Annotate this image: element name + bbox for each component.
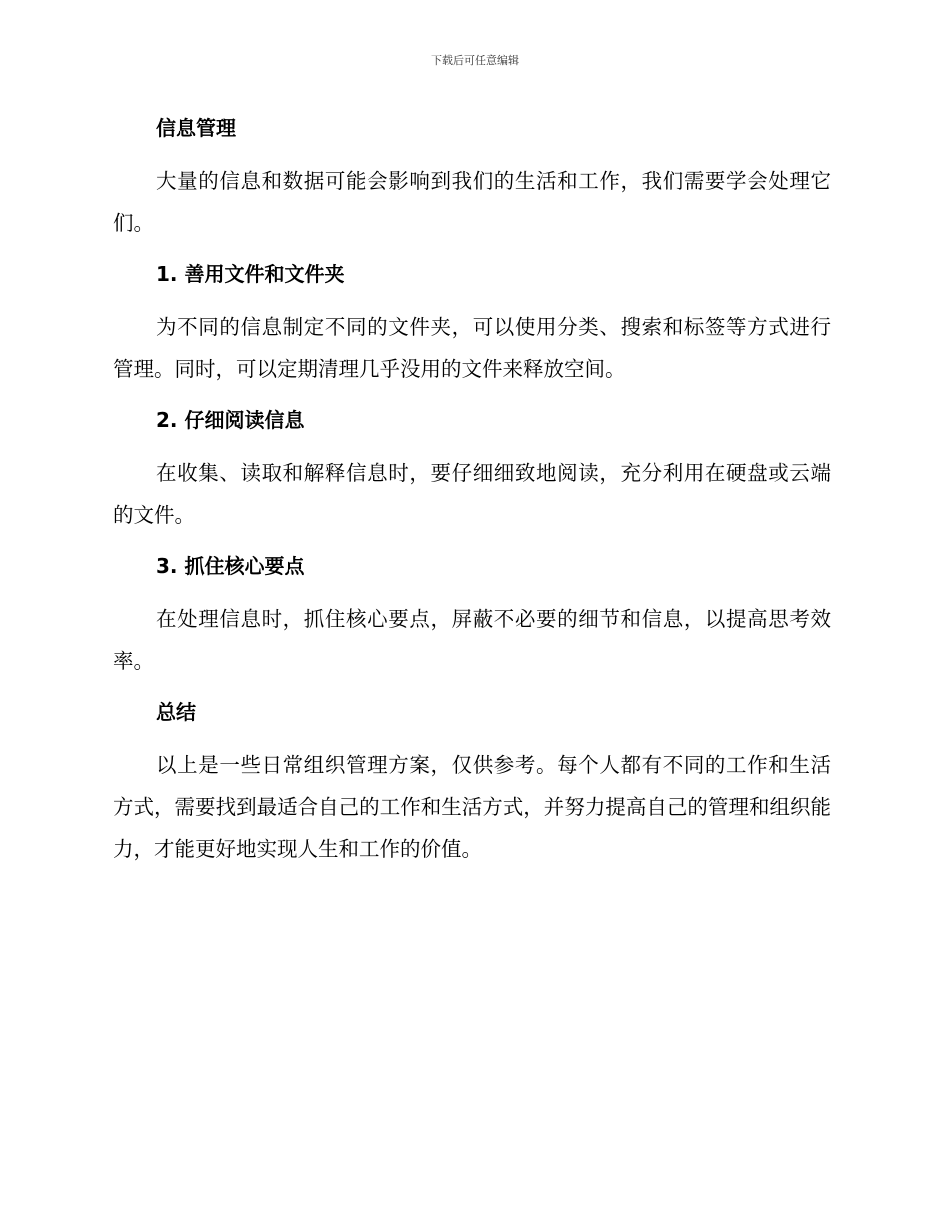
section-heading: 3. 抓住核心要点	[156, 554, 305, 578]
document-body	[113, 108, 831, 870]
section-heading: 1. 善用文件和文件夹	[156, 262, 345, 286]
section-paragraph: 在处理信息时，抓住核心要点，屏蔽不必要的细节和信息，以提高思考效率。	[113, 607, 831, 673]
section-heading: 总结	[156, 700, 196, 724]
section-careful-reading	[113, 400, 831, 546]
section-summary	[113, 692, 831, 870]
section-key-points	[113, 546, 831, 692]
section-paragraph: 以上是一些日常组织管理方案，仅供参考。每个人都有不同的工作和生活方式，需要找到最适合自己的工作和生活方式，并努力提高自己的管理和组织能力，才能更好地实现人生和工作的价值。	[113, 753, 831, 861]
section-files-and-folders	[113, 254, 831, 400]
section-heading: 信息管理	[156, 116, 236, 140]
section-heading: 2. 仔细阅读信息	[156, 408, 305, 432]
header-note: 下载后可任意编辑	[431, 54, 519, 67]
section-information-management	[113, 108, 831, 254]
section-paragraph: 在收集、读取和解释信息时，要仔细细致地阅读，充分利用在硬盘或云端的文件。	[113, 461, 831, 527]
section-paragraph: 大量的信息和数据可能会影响到我们的生活和工作，我们需要学会处理它们。	[113, 169, 831, 235]
section-paragraph: 为不同的信息制定不同的文件夹，可以使用分类、搜索和标签等方式进行管理。同时，可以定期清理几乎没用的文件来释放空间。	[113, 315, 831, 381]
